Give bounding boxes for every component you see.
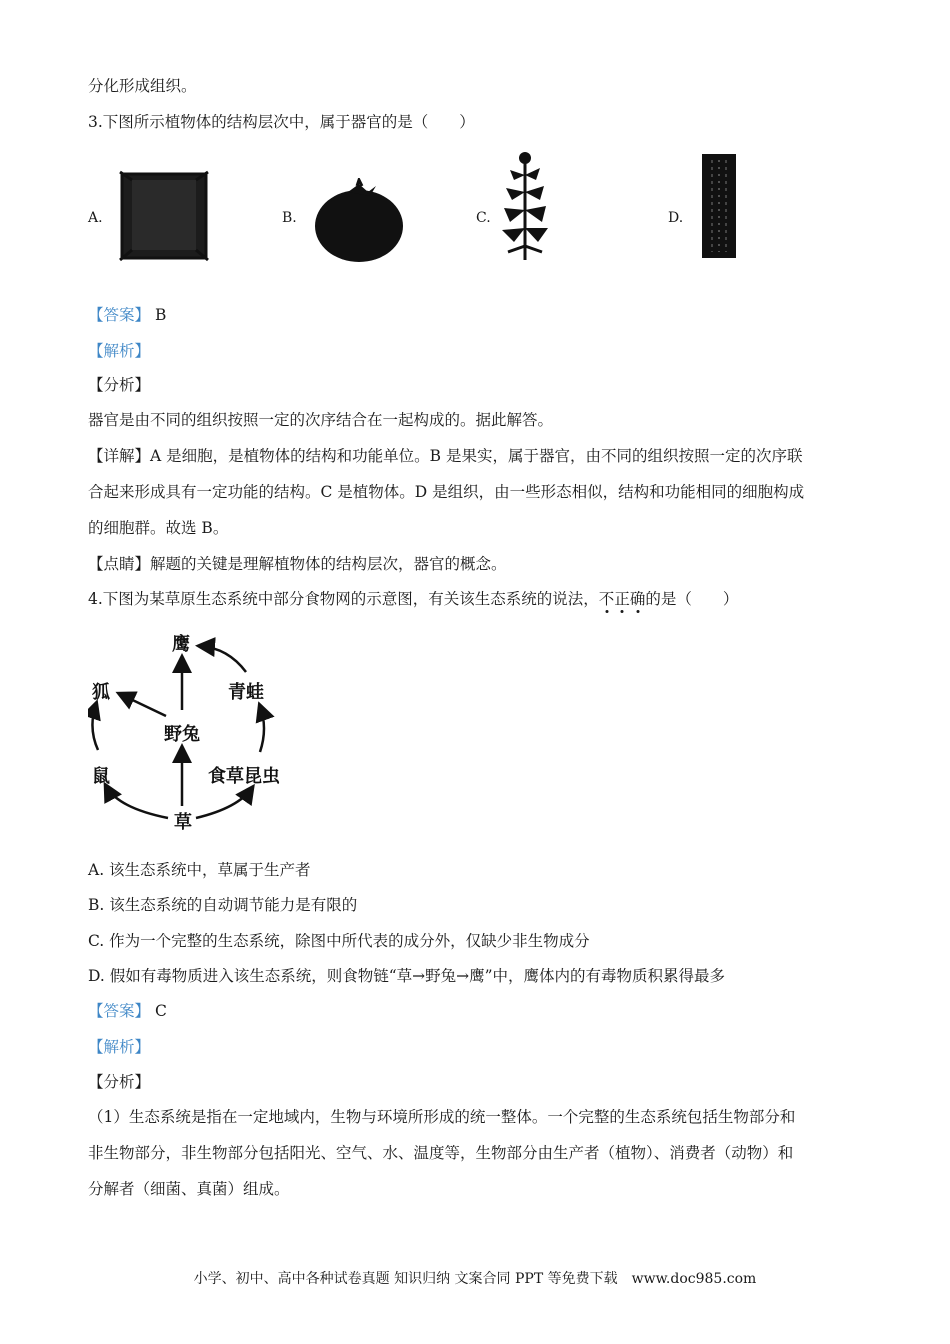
para-line-2: 非生物部分，非生物部分包括阳光、空气、水、温度等，生物部分由生产者（植物）、消费者（动物）和 (88, 1144, 794, 1162)
answer-3: 【答案】 B (88, 306, 167, 324)
page-footer: 小学、初中、高中各种试卷真题 知识归纳 文案合同 PPT 等免费下载 www.doc985.com (193, 1271, 757, 1287)
answer-4: 【答案】 C (88, 1002, 167, 1020)
node-shu: 鼠 (92, 766, 110, 787)
option-c-label: C. (476, 210, 491, 226)
node-yetu: 野兔 (164, 724, 200, 745)
jiexi-3: 【解析】 (88, 342, 151, 360)
fenxi-3-text: 器官是由不同的组织按照一定的次序结合在一起构成的。据此解答。 (88, 411, 554, 429)
fenxi-4: 【分析】 (88, 1073, 151, 1091)
option-b-label: B. (282, 210, 297, 226)
fenxi-3: 【分析】 (88, 376, 151, 394)
para-line-1: （1）生态系统是指在一定地域内，生物与环境所形成的统一整体。一个完整的生态系统包括生物部分和 (88, 1108, 796, 1126)
option-d-label: D. (668, 210, 684, 226)
question-4: 4.下图为某草原生态系统中部分食物网的示意图，有关该生态系统的说法，不 正 确 的是（ ） (88, 589, 738, 609)
tomato-fruit-image (312, 178, 406, 264)
node-hu: 狐 (92, 682, 110, 703)
cell-image (118, 170, 210, 262)
option-4d: D. 假如有毒物质进入该生态系统，则食物链“草→野兔→鹰”中，鹰体内的有毒物质积累得最多 (88, 967, 726, 985)
option-a-label: A. (88, 210, 103, 226)
node-ying: 鹰 (172, 634, 190, 655)
node-kunchong: 食草昆虫 (208, 766, 280, 787)
jiexi-4: 【解析】 (88, 1038, 151, 1056)
option-4b: B. 该生态系统的自动调节能力是有限的 (88, 896, 358, 914)
xiangjie-line-1: 【详解】A 是细胞，是植物体的结构和功能单位。B 是果实，属于器官，由不同的组织按照一定的次序联 (88, 447, 803, 465)
food-web-diagram (88, 628, 308, 838)
option-4c: C. 作为一个完整的生态系统，除图中所代表的成分外，仅缺少非生物成分 (88, 932, 590, 950)
node-cao: 草 (174, 812, 192, 833)
plant-image (500, 150, 550, 266)
question-3: 3.下图所示植物体的结构层次中，属于器官的是（ ） (88, 113, 475, 131)
para-line-3: 分解者（细菌、真菌）组成。 (88, 1180, 290, 1198)
text-line: 分化形成组织。 (88, 77, 197, 95)
dianjing: 【点睛】解题的关键是理解植物体的结构层次，器官的概念。 (88, 555, 507, 573)
node-qingwa: 青蛙 (228, 682, 264, 703)
xiangjie-line-2: 合起来形成具有一定功能的结构。C 是植物体。D 是组织，由一些形态相似，结构和功能相同的细胞构成 (88, 483, 805, 501)
tissue-image (698, 150, 740, 262)
option-4a: A. 该生态系统中，草属于生产者 (88, 861, 311, 879)
xiangjie-line-3: 的细胞群。故选 B。 (88, 519, 229, 537)
